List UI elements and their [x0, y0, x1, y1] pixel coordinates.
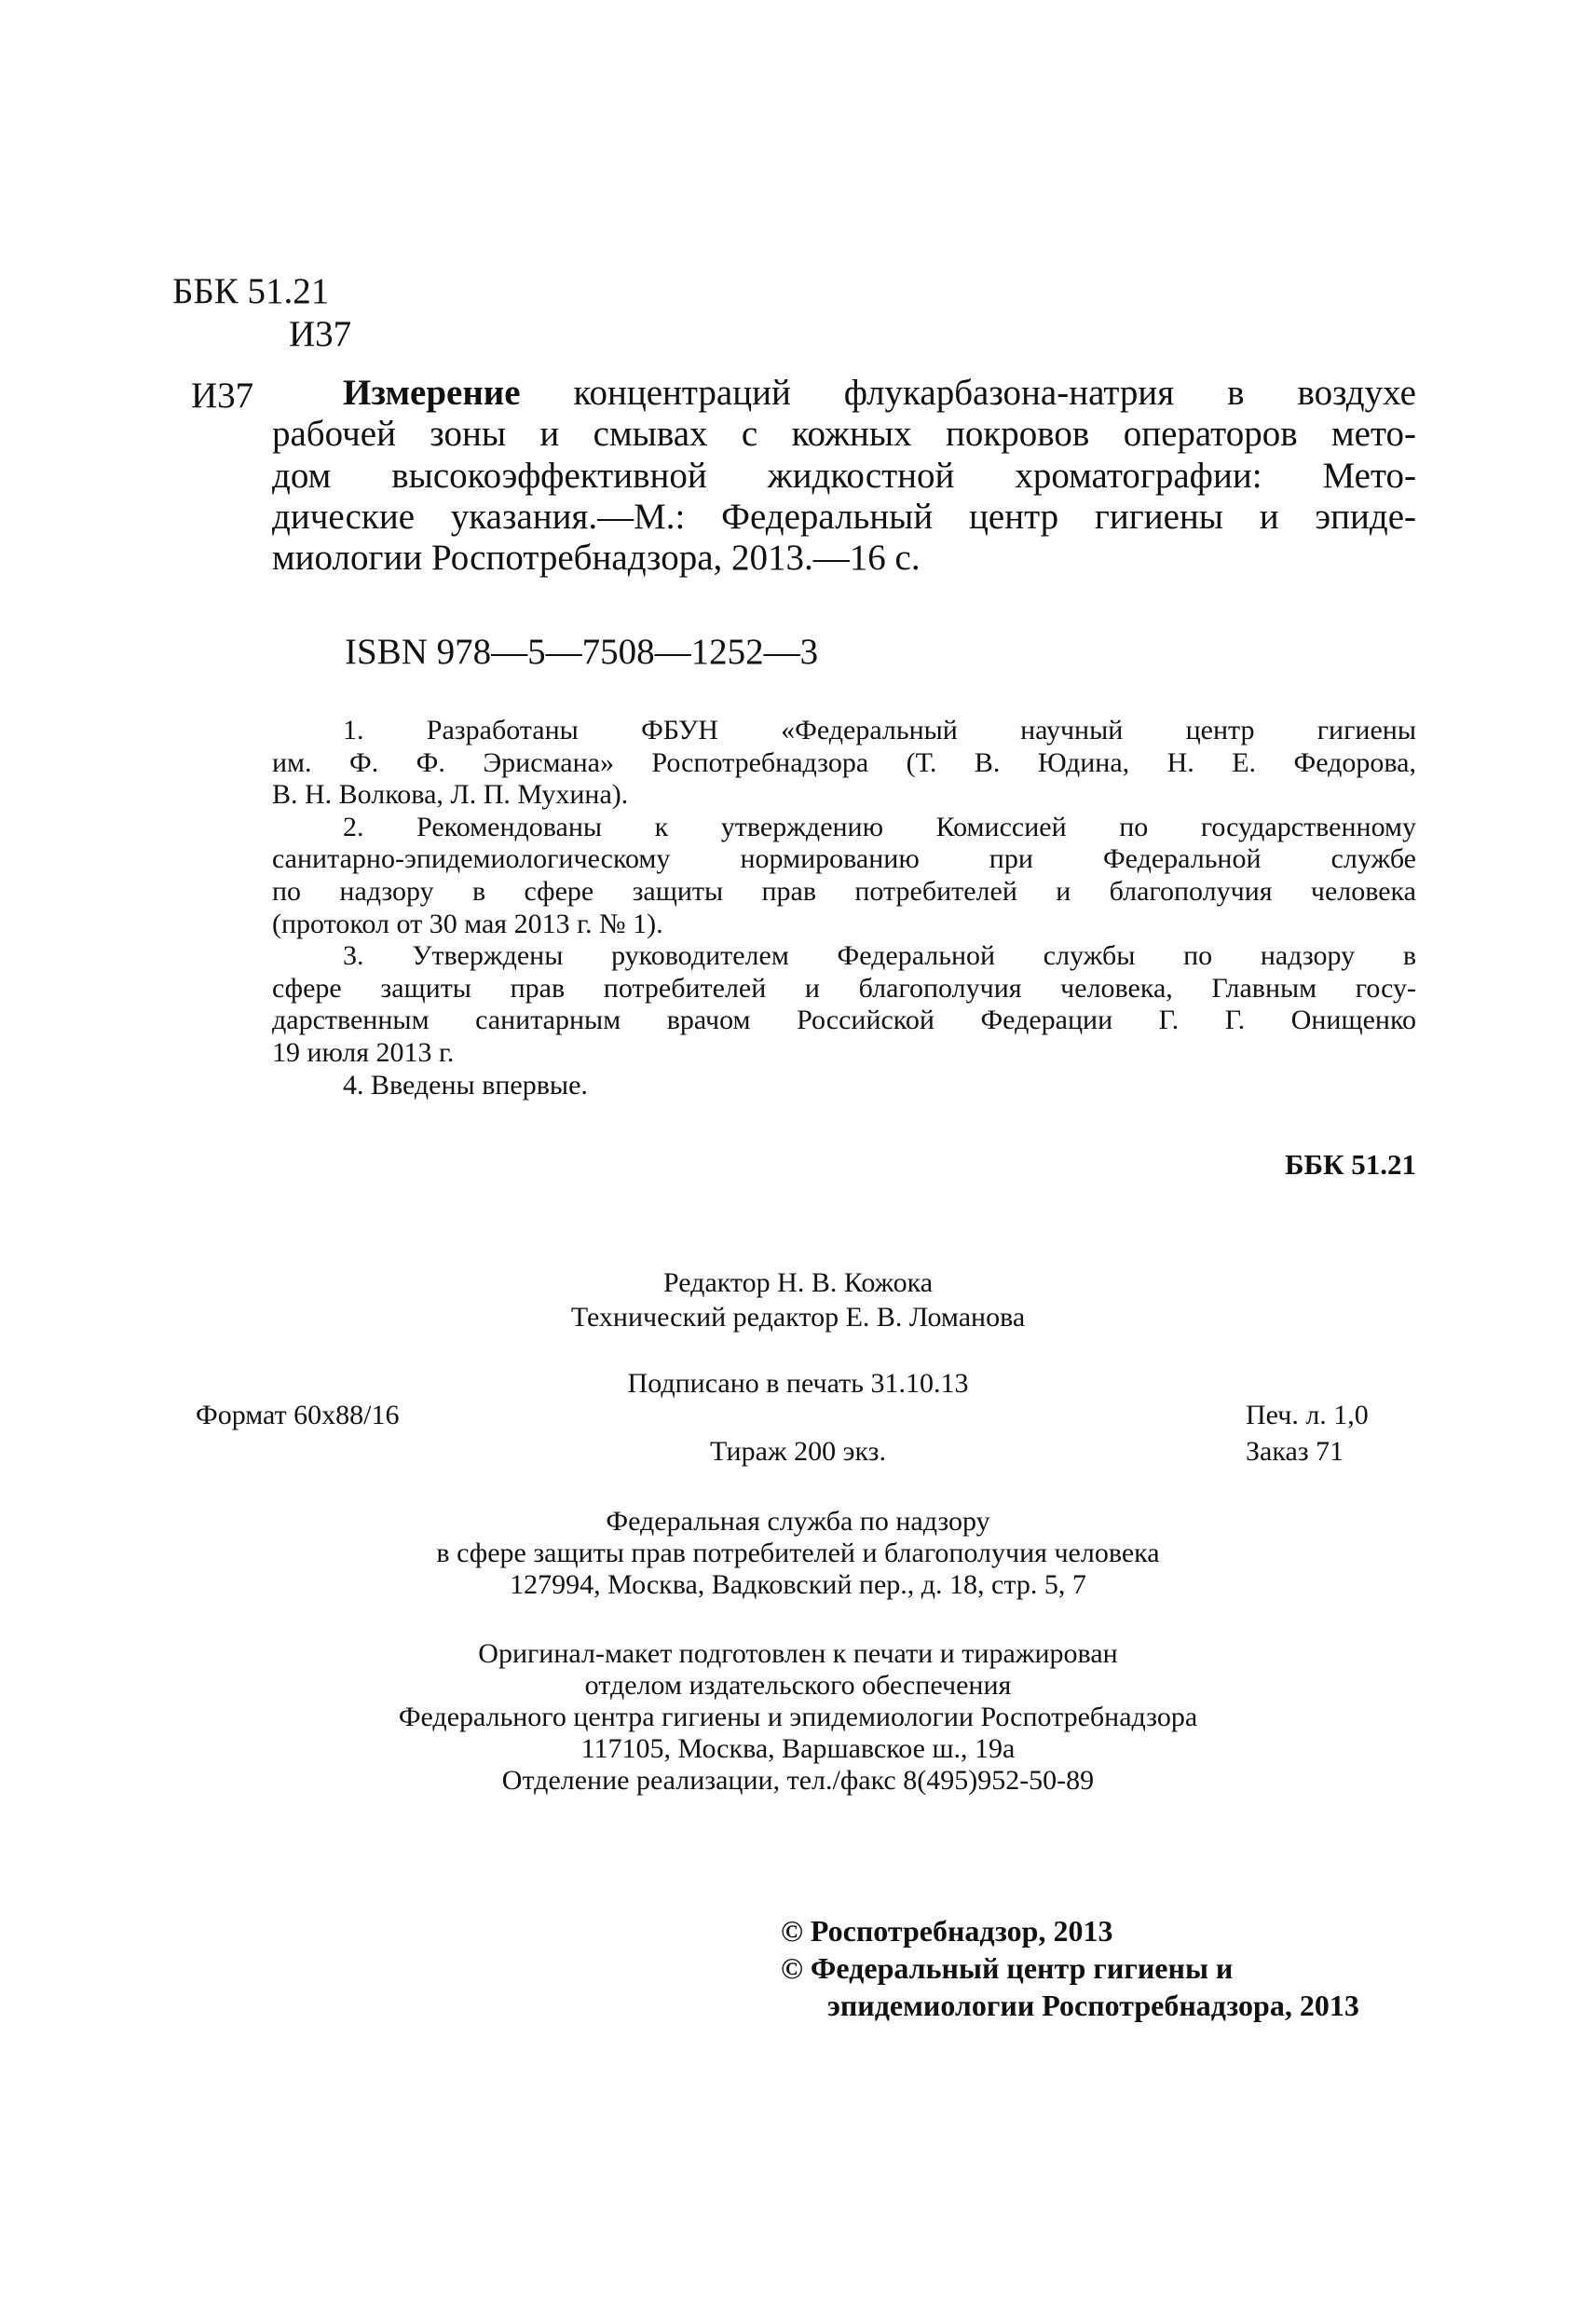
title-line-3: дом высокоэффективной жидкостной хроматографии: Мето- [272, 455, 1416, 496]
info-item-1-line: 1. Разработаны ФБУН «Федеральный научный центр гигиены [343, 715, 1416, 745]
info-item-1-line: В. Н. Волкова, Л. П. Мухина). [272, 779, 629, 811]
circulation: Тираж 200 экз. [709, 1436, 887, 1467]
info-item-3-line: сфере защиты прав потребителей и благополучия человека, Главным госу- [272, 972, 1416, 1004]
info-item-3-line: 19 июля 2013 г. [272, 1036, 455, 1068]
order-number: Заказ 71 [1246, 1436, 1344, 1467]
title-bold-word: Измерение [343, 373, 521, 413]
author-mark-left: И37 [191, 376, 254, 416]
bbk-code-bottom: ББК 51.21 [1285, 1148, 1416, 1181]
info-item-2-line: санитарно-эпидемиологическому нормированию при Федеральной службе [272, 843, 1416, 875]
producer-line: 117105, Москва, Варшавское ш., 19а [580, 1733, 1016, 1764]
editor-credit: Редактор Н. В. Кожока [662, 1267, 934, 1298]
bbk-code-top: ББК 51.21 [172, 271, 330, 311]
title-line-4: дические указания.—М.: Федеральный центр гигиены и эпиде- [272, 496, 1416, 537]
isbn: ISBN 978—5—7508—1252—3 [345, 632, 819, 672]
title-line-1-rest: концентраций флукарбазона-натрия в воздухе [520, 373, 1416, 413]
producer-line: Федерального центра гигиены и эпидемиологии Роспотребнадзора [398, 1702, 1198, 1732]
info-list [272, 715, 1416, 1101]
copyright-line: © Роспотребнадзор, 2013 [781, 1914, 1113, 1948]
info-item-3-line: 3. Утверждены руководителем Федеральной службы по надзору в [343, 940, 1416, 972]
title-line-2: рабочей зоны и смывах с кожных покровов операторов мето- [272, 414, 1416, 455]
info-item-2-line: (протокол от 30 мая 2013 г. № 1). [272, 908, 663, 939]
title-line-1 [272, 373, 1416, 414]
producer-line: Отделение реализации, тел./факс 8(495)952-50-89 [501, 1765, 1095, 1796]
publisher-line: в сфере защиты прав потребителей и благополучия человека [436, 1538, 1160, 1568]
copyright-block [781, 1912, 1359, 2024]
paper-format: Формат 60x88/16 [196, 1400, 400, 1430]
producer-line: отделом издательского обеспечения [584, 1670, 1012, 1701]
producer-block [0, 1638, 1596, 1797]
bibliographic-title [272, 373, 1416, 579]
publisher-line: 127994, Москва, Вадковский пер., д. 18, стр. 5, 7 [510, 1569, 1086, 1600]
info-item-4-line: 4. Введены впервые. [343, 1069, 588, 1101]
publisher-block [0, 1506, 1596, 1601]
print-sheets: Печ. л. 1,0 [1246, 1400, 1369, 1430]
publisher-line: Федеральная служба по надзору [606, 1506, 990, 1537]
producer-line: Оригинал-макет подготовлен к печати и тиражирован [478, 1638, 1118, 1669]
signed-to-print: Подписано в печать 31.10.13 [627, 1368, 969, 1399]
title-line-5: миологии Роспотребнадзора, 2013.—16 с. [272, 538, 921, 579]
info-item-3-line: дарственным санитарным врачом Российской Федерации Г. Г. Онищенко [272, 1005, 1416, 1036]
copyright-line: эпидемиологии Роспотребнадзора, 2013 [827, 1989, 1359, 2022]
info-item-2-line: по надзору в сфере защиты прав потребителей и благополучия человека [272, 875, 1416, 907]
tech-editor-credit: Технический редактор Е. В. Ломанова [570, 1302, 1026, 1333]
info-item-1-line: им. Ф. Ф. Эрисмана» Роспотребнадзора (Т. В. Юдина, Н. Е. Федорова, [272, 746, 1416, 778]
info-item-2-line: 2. Рекомендованы к утверждению Комиссией по государственному [343, 811, 1416, 842]
copyright-line: © Федеральный центр гигиены и [781, 1951, 1234, 1985]
author-mark-top: И37 [289, 314, 352, 354]
